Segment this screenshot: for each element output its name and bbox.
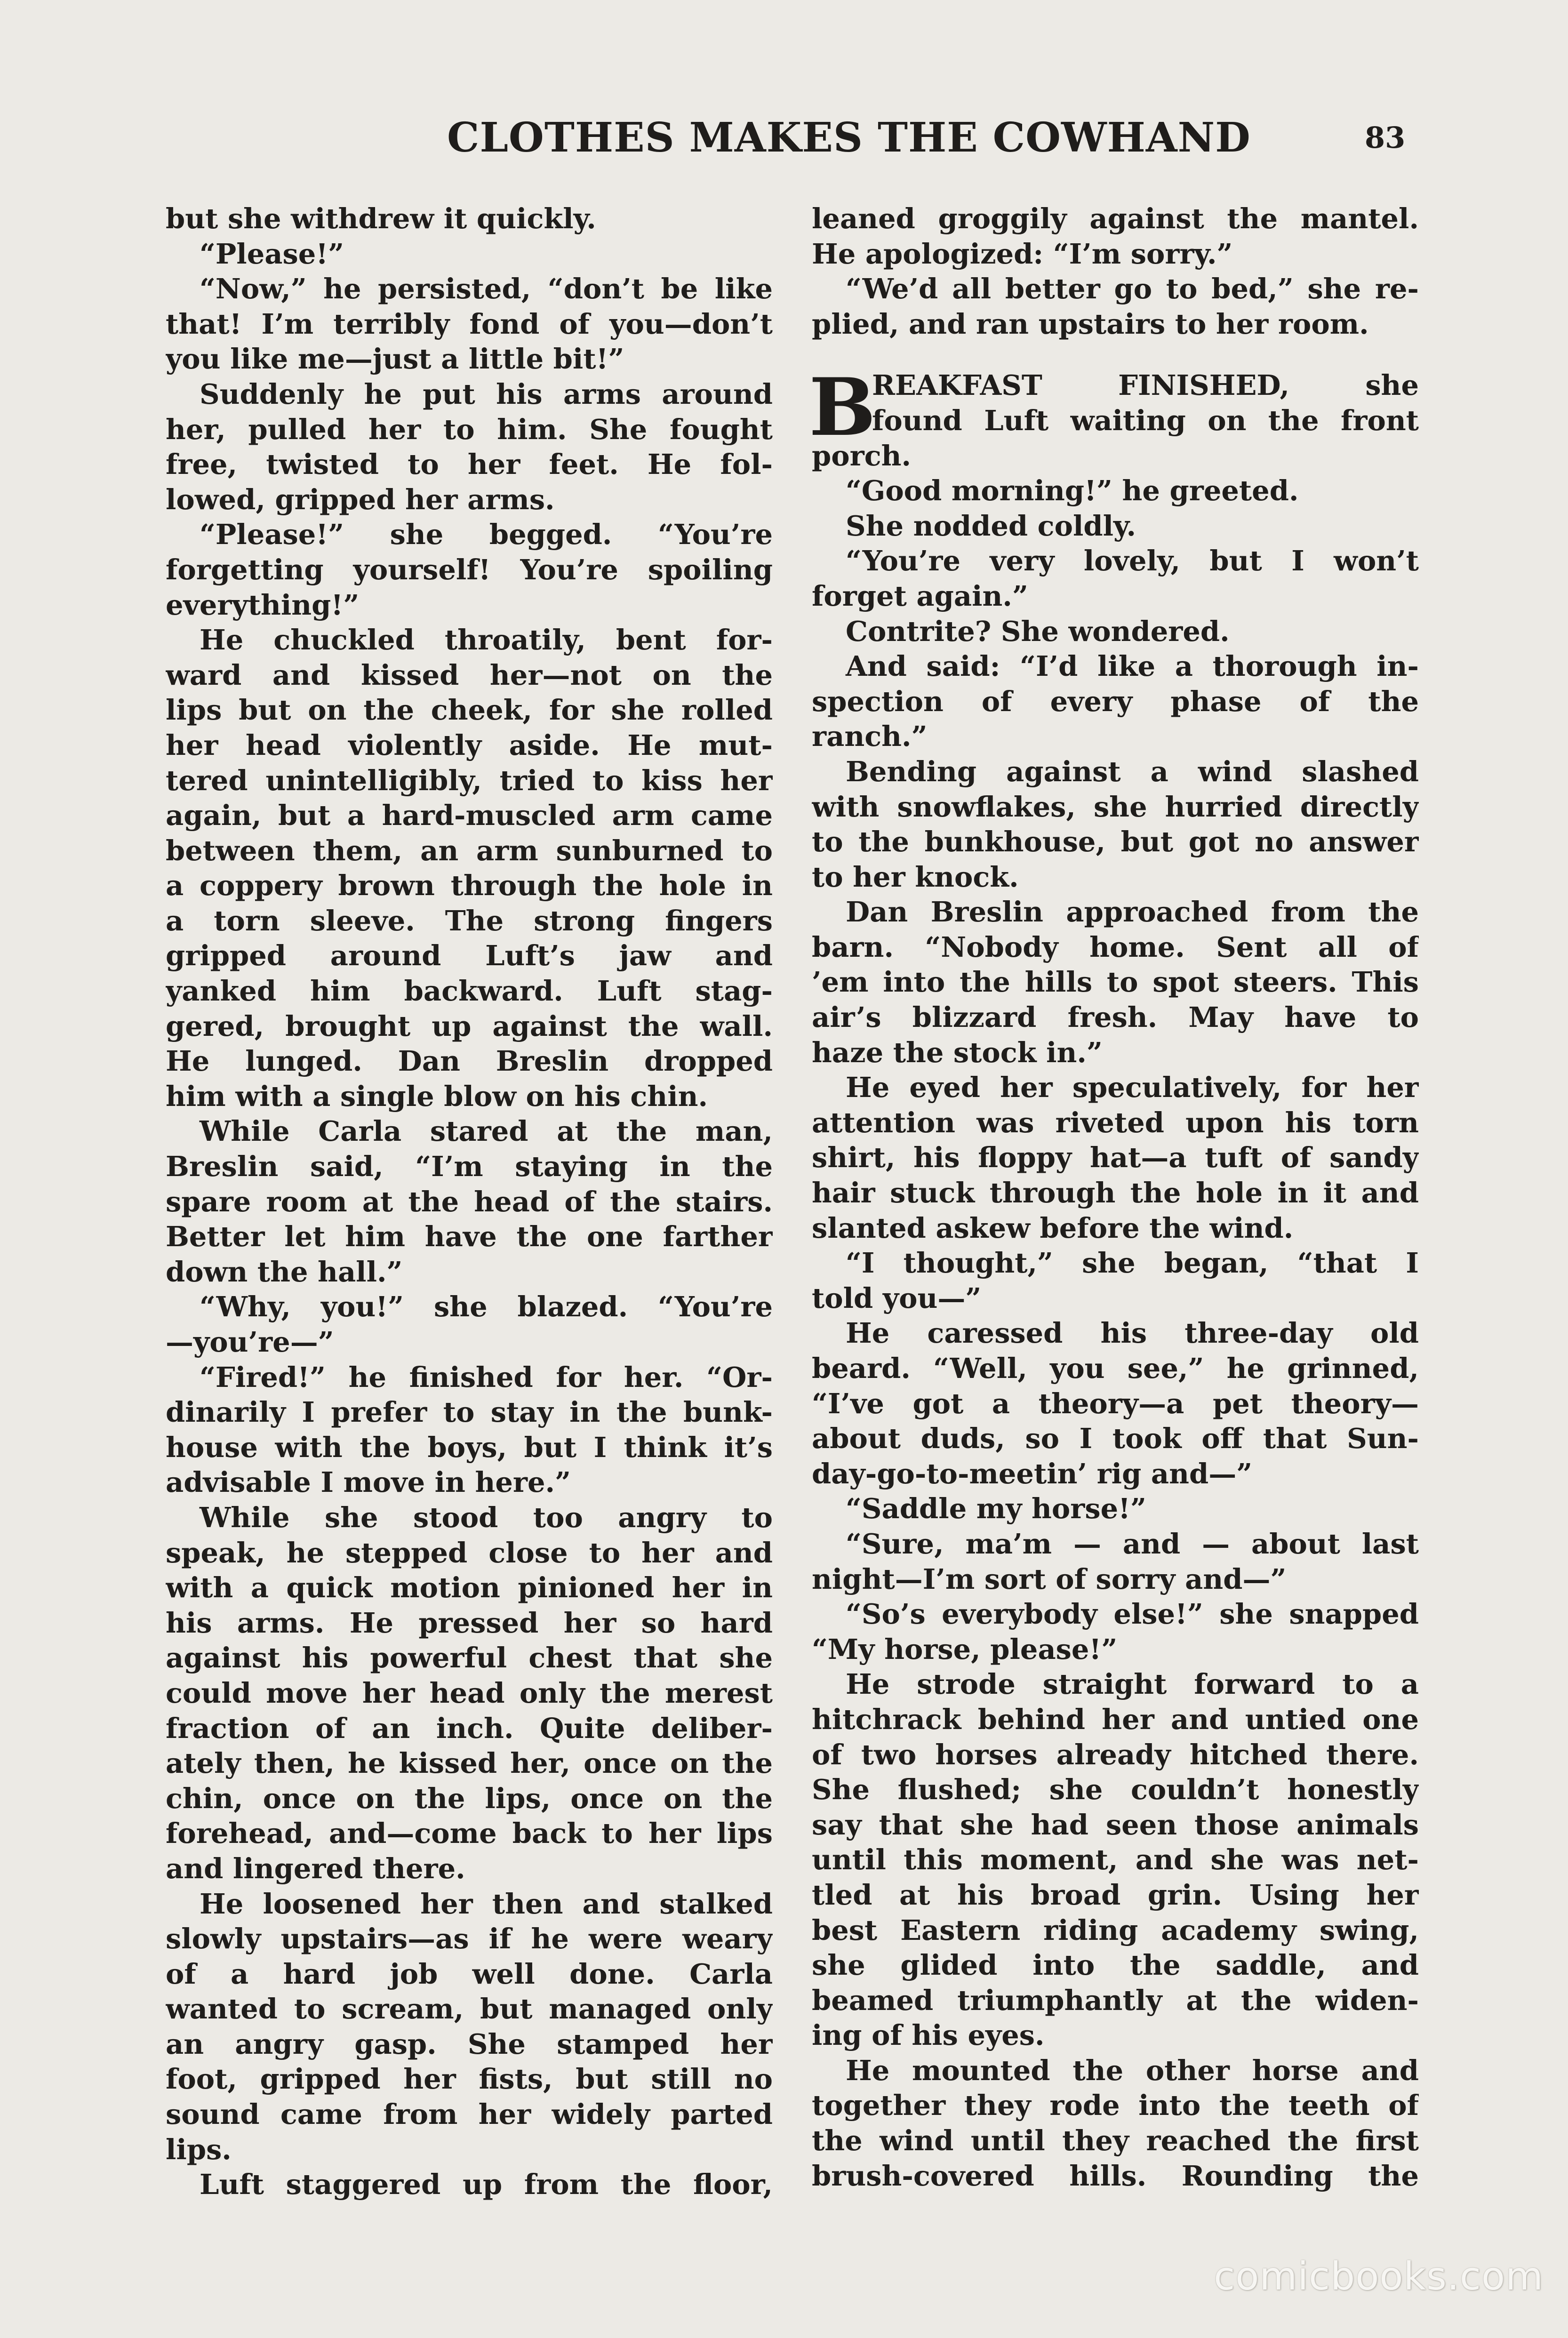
text-line: lips. — [166, 2133, 232, 2166]
text-line: “I’ve got a theory—a pet theory— — [812, 1387, 1419, 1420]
text-line: and lingered there. — [166, 1852, 465, 1885]
text-line: “Please!” she begged. “You’re — [200, 518, 773, 551]
text-line: told you—” — [812, 1281, 982, 1314]
section-gap — [812, 342, 1419, 368]
text-line: attention was riveted upon his torn — [812, 1106, 1419, 1139]
text-line: best Eastern riding academy swing, — [812, 1914, 1419, 1946]
text-line: Bending against a wind slashed — [846, 755, 1419, 788]
running-title: CLOTHES MAKES THE COWHAND — [447, 114, 1251, 161]
text-line: forget again.” — [812, 579, 1028, 612]
text-line: forehead, and—come back to her lips — [166, 1817, 773, 1850]
text-line: dinarily I prefer to stay in the bunk- — [166, 1396, 773, 1429]
text-line: to the bunkhouse, but got no answer — [812, 825, 1419, 858]
text-line: her head violently aside. He mut- — [166, 729, 773, 761]
text-line: He apologized: “I’m sorry.” — [812, 237, 1233, 270]
text-line: “We’d all better go to bed,” she re- — [846, 272, 1419, 305]
text-line: speak, he stepped close to her and — [166, 1536, 773, 1569]
text-line: the wind until they reached the first — [812, 2124, 1419, 2157]
text-line: barn. “Nobody home. Sent all of — [812, 930, 1419, 963]
text-line: a torn sleeve. The strong fingers — [166, 904, 773, 937]
text-line: “Saddle my horse!” — [846, 1492, 1146, 1525]
text-line: day-go-to-meetin’ rig and—” — [812, 1457, 1253, 1490]
text-line: beamed triumphantly at the widen- — [812, 1984, 1419, 2017]
right-text-column — [809, 201, 1419, 2194]
text-line: haze the stock in.” — [812, 1036, 1103, 1069]
text-line: fraction of an inch. Quite deliber- — [166, 1712, 773, 1745]
text-line: ately then, he kissed her, once on the — [166, 1747, 773, 1780]
text-line: While Carla stared at the man, — [200, 1115, 773, 1148]
text-line: until this moment, and she was net- — [812, 1843, 1419, 1876]
text-line: He lunged. Dan Breslin dropped — [166, 1045, 773, 1078]
text-line: him with a single blow on his chin. — [166, 1080, 708, 1113]
text-line: “My horse, please!” — [812, 1633, 1118, 1665]
text-line: could move her head only the merest — [166, 1676, 773, 1709]
text-line: She nodded coldly. — [846, 509, 1136, 542]
text-line: wanted to scream, but managed only — [166, 1993, 773, 2026]
text-line: night—I’m sort of sorry and—” — [812, 1562, 1287, 1595]
text-line: down the hall.” — [166, 1255, 403, 1288]
text-line: slanted askew before the wind. — [812, 1211, 1294, 1244]
text-line: free, twisted to her feet. He fol- — [166, 448, 773, 481]
text-line: that! I’m terribly fond of you—don’t — [166, 307, 773, 340]
text-line: beard. “Well, you see,” he grinned, — [812, 1352, 1419, 1385]
text-line: say that she had seen those animals — [812, 1808, 1419, 1841]
text-line: “Fired!” he finished for her. “Or- — [200, 1361, 773, 1393]
text-line: plied, and ran upstairs to her room. — [812, 307, 1369, 340]
right-column-top-text — [812, 201, 1419, 342]
text-line: together they rode into the teeth of — [812, 2089, 1419, 2122]
text-line: his arms. He pressed her so hard — [166, 1606, 773, 1639]
text-line: advisable I move in here.” — [166, 1466, 571, 1499]
right-column-bottom-text — [812, 439, 1419, 2194]
text-line: hitchrack behind her and untied one — [812, 1703, 1419, 1736]
text-line: While she stood too angry to — [200, 1501, 773, 1534]
section-opening — [809, 360, 1419, 454]
text-line: He loosened her then and stalked — [200, 1887, 773, 1920]
text-line: “Sure, ma’m — and — about last — [846, 1527, 1419, 1560]
text-line: of a hard job well done. Carla — [166, 1957, 773, 1990]
text-line: ranch.” — [812, 720, 928, 753]
text-line: spection of every phase of the — [812, 685, 1419, 718]
text-line: She flushed; she couldn’t honestly — [812, 1773, 1419, 1806]
text-line: brush-covered hills. Rounding the — [812, 2159, 1419, 2192]
text-line: “I thought,” she began, “that I — [846, 1247, 1419, 1280]
text-line: lowed, gripped her arms. — [166, 483, 555, 516]
text-line: to her knock. — [812, 860, 1019, 893]
text-line: Breslin said, “I’m staying in the — [166, 1150, 773, 1183]
text-line: He eyed her speculatively, for her — [846, 1071, 1419, 1104]
text-line: ward and kissed her—not on the — [166, 658, 773, 691]
text-line: slowly upstairs—as if he were weary — [166, 1922, 773, 1955]
text-line: forgetting yourself! You’re spoiling — [166, 553, 773, 586]
text-line: porch. — [812, 439, 912, 472]
text-line: a coppery brown through the hole in — [166, 869, 773, 902]
text-line: Luft staggered up from the floor, — [200, 2168, 773, 2201]
text-line: foot, gripped her fists, but still no — [166, 2063, 773, 2096]
left-text-column — [166, 201, 773, 2202]
text-line: sound came from her widely parted — [166, 2098, 773, 2131]
text-line: you like me—just a little bit!” — [166, 343, 624, 376]
text-line: her, pulled her to him. She fought — [166, 413, 773, 446]
text-line: shirt, his floppy hat—a tuft of sandy — [812, 1141, 1419, 1174]
text-line: house with the boys, but I think it’s — [166, 1431, 773, 1464]
text-line: He caressed his three-day old — [846, 1317, 1419, 1350]
text-line: He chuckled throatily, bent for- — [200, 624, 773, 657]
text-line: again, but a hard-muscled arm came — [166, 799, 773, 832]
text-line: Better let him have the one farther — [166, 1220, 773, 1253]
text-line: an angry gasp. She stamped her — [166, 2027, 773, 2060]
text-line: hair stuck through the hole in it and — [812, 1177, 1419, 1209]
drop-cap: B — [809, 360, 876, 454]
text-line: He strode straight forward to a — [846, 1668, 1419, 1701]
text-line: “Now,” he persisted, “don’t be like — [200, 272, 773, 305]
text-line: with a quick motion pinioned her in — [166, 1571, 773, 1604]
text-line: “Good morning!” he greeted. — [846, 474, 1299, 507]
text-line: of two horses already hitched there. — [812, 1738, 1419, 1771]
text-line: about duds, so I took off that Sun- — [812, 1422, 1419, 1455]
text-line: air’s blizzard fresh. May have to — [812, 1001, 1419, 1034]
text-line: but she withdrew it quickly. — [166, 202, 596, 235]
text-line: she glided into the saddle, and — [812, 1949, 1419, 1982]
text-line: “You’re very lovely, but I won’t — [846, 544, 1419, 577]
page-number: 83 — [1365, 120, 1406, 155]
watermark: comicbooks.com — [1214, 2254, 1544, 2299]
text-line: “So’s everybody else!” she snapped — [846, 1598, 1419, 1631]
text-line: with snowflakes, she hurried directly — [812, 790, 1419, 823]
text-line: between them, an arm sunburned to — [166, 834, 773, 867]
text-line: ’em into the hills to spot steers. This — [812, 966, 1419, 999]
text-line: everything!” — [166, 588, 360, 621]
text-line: “Please!” — [200, 237, 344, 270]
text-line: tled at his broad grin. Using her — [812, 1878, 1419, 1911]
text-line: “Why, you!” she blazed. “You’re — [200, 1290, 773, 1323]
text-line: Suddenly he put his arms around — [200, 377, 773, 410]
text-line: against his powerful chest that she — [166, 1641, 773, 1674]
text-line: spare room at the head of the stairs. — [166, 1185, 773, 1218]
text-line: chin, once on the lips, once on the — [166, 1782, 773, 1815]
text-line: gered, brought up against the wall. — [166, 1009, 773, 1042]
text-line: Contrite? She wondered. — [846, 615, 1230, 648]
text-line: leaned groggily against the mantel. — [812, 202, 1419, 235]
text-line: Dan Breslin approached from the — [846, 896, 1419, 929]
text-line: ing of his eyes. — [812, 2019, 1045, 2052]
text-line: tered unintelligibly, tried to kiss her — [166, 764, 773, 797]
text-line: —you’re—” — [166, 1326, 334, 1358]
text-line: gripped around Luft’s jaw and — [166, 939, 773, 972]
running-header — [0, 112, 1568, 164]
text-line: yanked him backward. Luft stag- — [166, 975, 773, 1008]
text-line: lips but on the cheek, for she rolled — [166, 694, 773, 727]
text-line: And said: “I’d like a thorough in- — [846, 650, 1419, 683]
text-line: found Luft waiting on the front — [872, 404, 1419, 437]
text-line: REAKFAST FINISHED, she — [872, 369, 1419, 402]
text-line: He mounted the other horse and — [846, 2054, 1419, 2087]
